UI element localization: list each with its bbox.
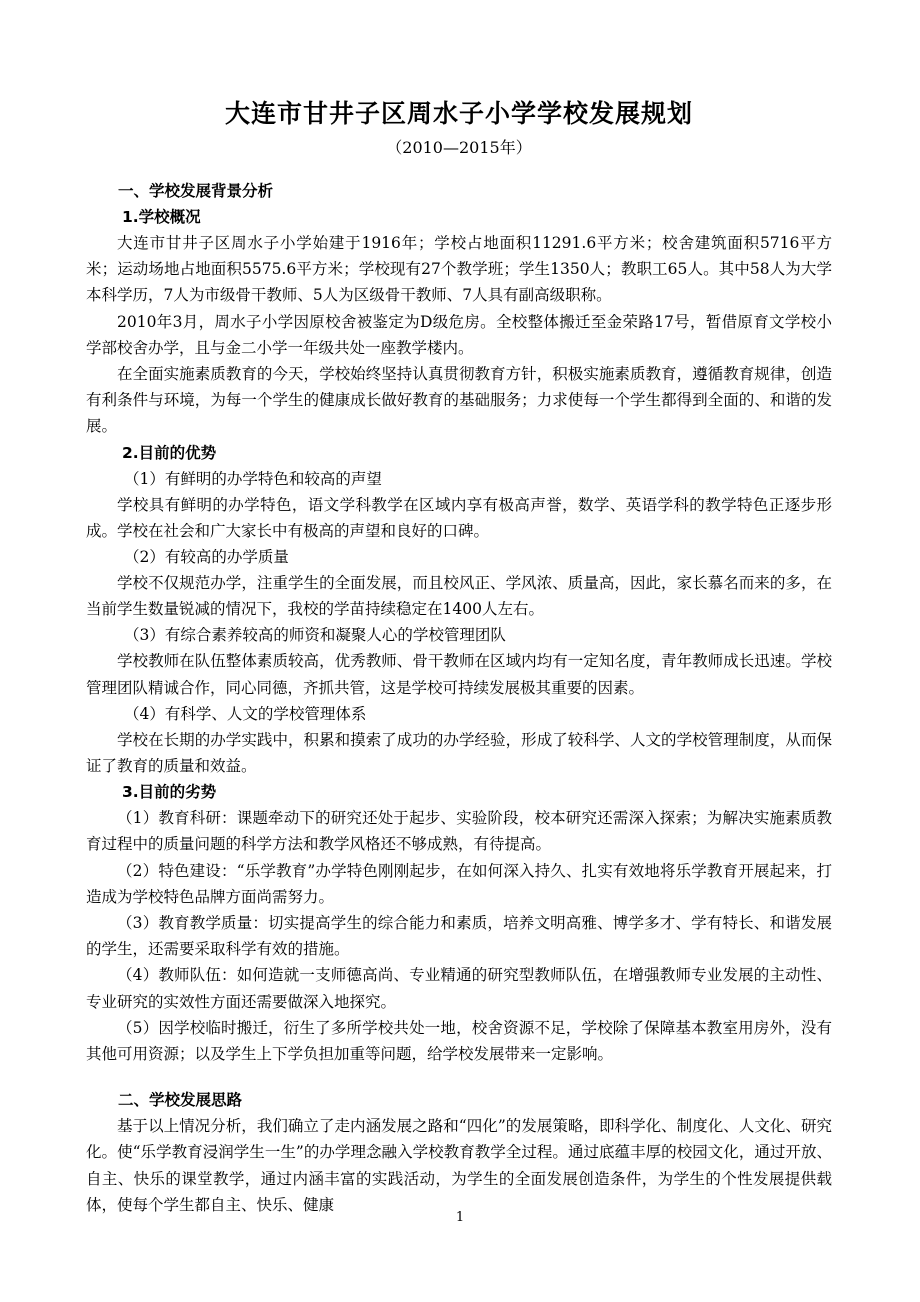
paragraph: 学校具有鲜明的办学特色，语文学科教学在区域内享有极高声誉，数学、英语学科的教学特色正逐步形成。学校在社会和广大家长中有极高的声望和良好的口碑。: [86, 495, 832, 540]
document-subtitle: （2010—2015年）: [386, 138, 532, 157]
section-heading-background: 一、学校发展背景分析: [118, 182, 274, 200]
paragraph: 大连市甘井子区周水子小学始建于1916年；学校占地面积11291.6平方米；校舍建筑面积5716平方米；运动场地占地面积5575.6平方米；学校现有27个教学班；学生1350人；教职工65人。其中58人为大学本科学历，7人为市级骨干教师、5人为区级骨干教师、7人具有副高级职称。: [86, 234, 832, 305]
paragraph: （2）特色建设：“乐学教育”办学特色刚刚起步，在如何深入持久、扎实有效地将乐学教育开展起来，打造成为学校特色品牌方面尚需努力。: [86, 861, 832, 906]
paragraph: 基于以上情况分析，我们确立了走内涵发展之路和“四化”的发展策略，即科学化、制度化、人文化、研究化。使“乐学教育浸润学生一生”的办学理念融入学校教育教学全过程。通过底蕴丰厚的校园文化，通过开放、自主、快乐的课堂教学，通过内涵丰富的实践活动，为学生的全面发展创造条件，为学生的个性发展提供载体，使每个学生都自主、快乐、健康: [86, 1117, 832, 1214]
section-spacer: [86, 1067, 832, 1087]
strength-item-heading: （3）有综合素养较高的师资和凝聚人心的学校管理团队: [124, 626, 506, 645]
paragraph: （3）教育教学质量：切实提高学生的综合能力和素质，培养文明高雅、博学多才、学有特长、和谐发展的学生，还需要采取科学有效的措施。: [86, 914, 832, 959]
paragraph: 学校教师在队伍整体素质较高，优秀教师、骨干教师在区域内均有一定知名度，青年教师成长迅速。学校管理团队精诚合作，同心同德，齐抓共管，这是学校可持续发展极其重要的因素。: [86, 652, 832, 697]
paragraph: （5）因学校临时搬迁，衍生了多所学校共处一地，校舍资源不足，学校除了保障基本教室用房外，没有其他可用资源；以及学生上下学负担加重等问题，给学校发展带来一定影响。: [86, 1018, 832, 1064]
document-body: [86, 96, 832, 1218]
paragraph: 学校在长期的办学实践中，积累和摸索了成功的办学经验，形成了较科学、人文的学校管理制度，从而保证了教育的质量和效益。: [86, 730, 832, 776]
strength-item-heading: （4）有科学、人文的学校管理体系: [124, 704, 367, 723]
page-number: 1: [455, 1210, 465, 1225]
strength-item-heading: （2）有较高的办学质量: [124, 548, 289, 567]
strength-item-heading: （1）有鲜明的办学特色和较高的声望: [124, 469, 382, 488]
subsection-heading-weaknesses: 3.目前的劣势: [122, 783, 217, 802]
paragraph: 在全面实施素质教育的今天，学校始终坚持认真贯彻教育方针，积极实施素质教育，遵循教育规律，创造有利条件与环境，为每一个学生的健康成长做好教育的基础服务；力求使每一个学生都得到全面的、和谐的发展。: [86, 365, 832, 436]
document-title: 大连市甘井子区周水子小学学校发展规划: [224, 99, 693, 128]
paragraph: （1）教育科研：课题牵动下的研究还处于起步、实验阶段，校本研究还需深入探索；为解决实施素质教育过程中的质量问题的科学方法和教学风格还不够成熟，有待提高。: [86, 809, 832, 854]
paragraph: 2010年3月，周水子小学因原校舍被鉴定为D级危房。全校整体搬迁至金荣路17号，暂借原育文学校小学部校舍办学，且与金二小学一年级共处一座教学楼内。: [86, 312, 832, 357]
section-heading-development-ideas: 二、学校发展思路: [118, 1091, 243, 1110]
subsection-heading-overview: 1.学校概况: [122, 208, 201, 226]
paragraph: （4）教师队伍：如何造就一支师德高尚、专业精通的研究型教师队伍，在增强教师专业发展的主动性、专业研究的实效性方面还需要做深入地探究。: [86, 966, 832, 1011]
subsection-heading-strengths: 2.目前的优势: [122, 443, 217, 462]
paragraph: 学校不仅规范办学，注重学生的全面发展，而且校风正、学风浓、质量高，因此，家长慕名而来的多，在当前学生数量锐减的情况下，我校的学苗持续稳定在1400人左右。: [86, 574, 832, 619]
